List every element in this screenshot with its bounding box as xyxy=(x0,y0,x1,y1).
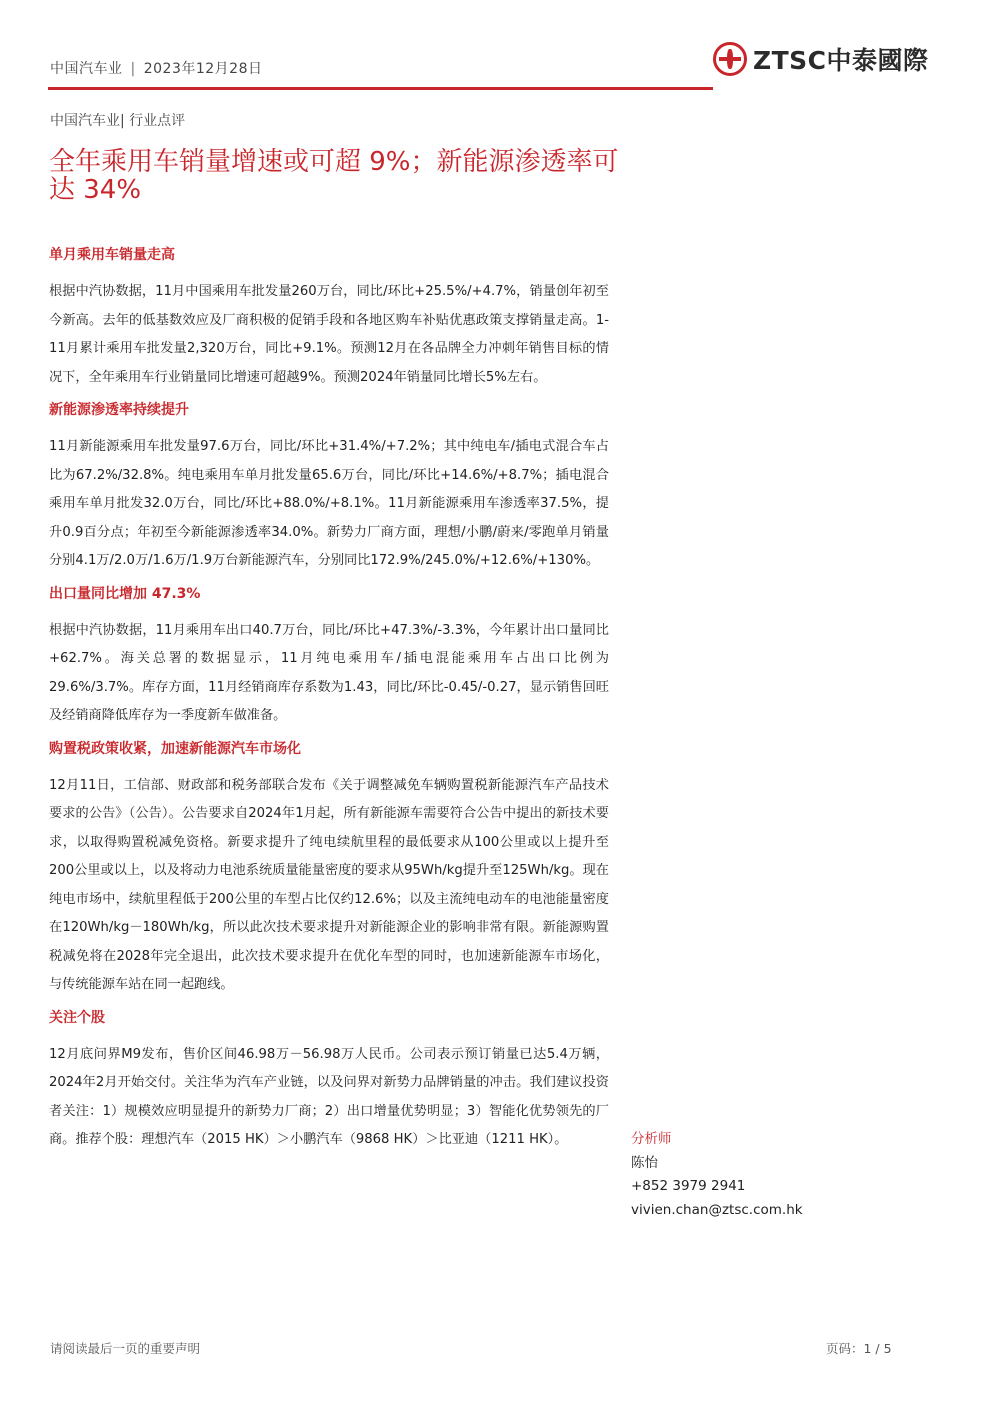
footer-disclaimer: 请阅读最后一页的重要声明 xyxy=(50,1341,201,1356)
section-heading: 关注个股 xyxy=(49,1009,105,1026)
ztsc-logo-icon xyxy=(713,42,747,76)
company-logo xyxy=(713,42,929,76)
section-heading: 新能源渗透率持续提升 xyxy=(49,402,189,418)
section-heading: 购置税政策收紧，加速新能源汽车市场化 xyxy=(49,740,301,757)
report-title: 全年乘用车销量增速或可超 9%；新能源渗透率可达 34% xyxy=(49,147,619,205)
header-divider xyxy=(48,87,713,90)
analyst-email[interactable]: vivien.chan@ztsc.com.hk xyxy=(631,1201,803,1218)
breadcrumb: 中国汽车业| 行业点评 xyxy=(50,113,186,129)
analyst-label: 分析师 xyxy=(631,1131,672,1147)
section-paragraph: 12月底问界M9发布，售价区间46.98万－56.98万人民币。公司表示预订销量已达5.4万辆，2024年2月开始交付。关注华为汽车产业链，以及问界对新势力品牌销量的冲击。我们建议投资者关注：1）规模效应明显提升的新势力厂商；2）出口增量优势明显；3）智能化优势领先的厂商。推荐个股：理想汽车（2015 HK）＞小鹏汽车（9868 HK）＞比亚迪（1211 HK）。 xyxy=(49,1046,609,1147)
section-heading: 出口量同比增加 47.3% xyxy=(49,585,201,602)
footer-page-number: 页码：1 / 5 xyxy=(826,1341,892,1356)
section-stock-picks xyxy=(49,1007,609,1155)
section-purchase-tax xyxy=(49,738,609,1000)
section-monthly-sales xyxy=(49,244,609,392)
analyst-name: 陈怡 xyxy=(631,1154,658,1171)
report-body xyxy=(49,244,609,1162)
analyst-info xyxy=(631,1128,831,1222)
logo-text: ZTSC中泰國際 xyxy=(753,46,929,75)
section-heading: 单月乘用车销量走高 xyxy=(49,247,175,263)
section-exports xyxy=(49,583,609,731)
analyst-phone: +852 3979 2941 xyxy=(631,1178,746,1194)
header-separator: | xyxy=(130,61,136,77)
section-paragraph: 根据中汽协数据，11月乘用车出口40.7万台，同比/环比+47.3%/-3.3%，今年累计出口量同比+62.7%。海关总署的数据显示，11月纯电乘用车/插电混能乘用车占出口比例为29.6%/3.7%。库存方面，11月经销商库存系数为1.43，同比/环比-0.45/-0.27，显示销售回旺及经销商降低库存为一季度新车做准备。 xyxy=(49,622,609,723)
header-date: 2023年12月28日 xyxy=(143,61,263,77)
section-nev-penetration xyxy=(49,399,609,576)
section-paragraph: 11月新能源乘用车批发量97.6万台，同比/环比+31.4%/+7.2%；其中纯电车/插电式混合车占比为67.2%/32.8%。纯电乘用车单月批发量65.6万台，同比/环比+14.6%/+8.7%；插电混合乘用车单月批发32.0万台，同比/环比+88.0%/+8.1%。11月新能源乘用车渗透率37.5%，提升0.9百分点；年初至今新能源渗透率34.0%。新势力厂商方面，理想/小鹏/蔚来/零跑单月销量分别4.1万/2.0万/1.6万/1.9万台新能源汽车，分别同比172.9%/245.0%/+12.6%/+130%。 xyxy=(49,439,609,568)
section-paragraph: 12月11日，工信部、财政部和税务部联合发布《关于调整减免车辆购置税新能源汽车产品技术要求的公告》（公告）。公告要求自2024年1月起，所有新能源车需要符合公告中提出的新技术要求，以取得购置税减免资格。新要求提升了纯电续航里程的最低要求从100公里或以上提升至200公里或以上，以及将动力电池系统质量能量密度的要求从95Wh/kg提升至125Wh/kg。现在纯电市场中，续航里程低于200公里的车型占比仅约12.6%；以及主流纯电动车的电池能量密度在120Wh/kg－180Wh/kg，所以此次技术要求提升对新能源企业的影响非常有限。新能源购置税减免将在2028年完全退出，此次技术要求提升在优化车型的同时，也加速新能源车市场化，与传统能源车站在同一起跑线。 xyxy=(49,777,609,992)
section-paragraph: 根据中汽协数据，11月中国乘用车批发量260万台，同比/环比+25.5%/+4.7%，销量创年初至今新高。去年的低基数效应及厂商积极的促销手段和各地区购车补贴优惠政策支撑销量走高。1-11月累计乘用车批发量2,320万台，同比+9.1%。预测12月在各品牌全力冲刺年销售目标的情况下，全年乘用车行业销量同比增速可超越9%。预测2024年销量同比增长5%左右。 xyxy=(49,284,609,385)
header-company: 中国汽车业 xyxy=(50,61,123,77)
page-header xyxy=(50,58,262,78)
